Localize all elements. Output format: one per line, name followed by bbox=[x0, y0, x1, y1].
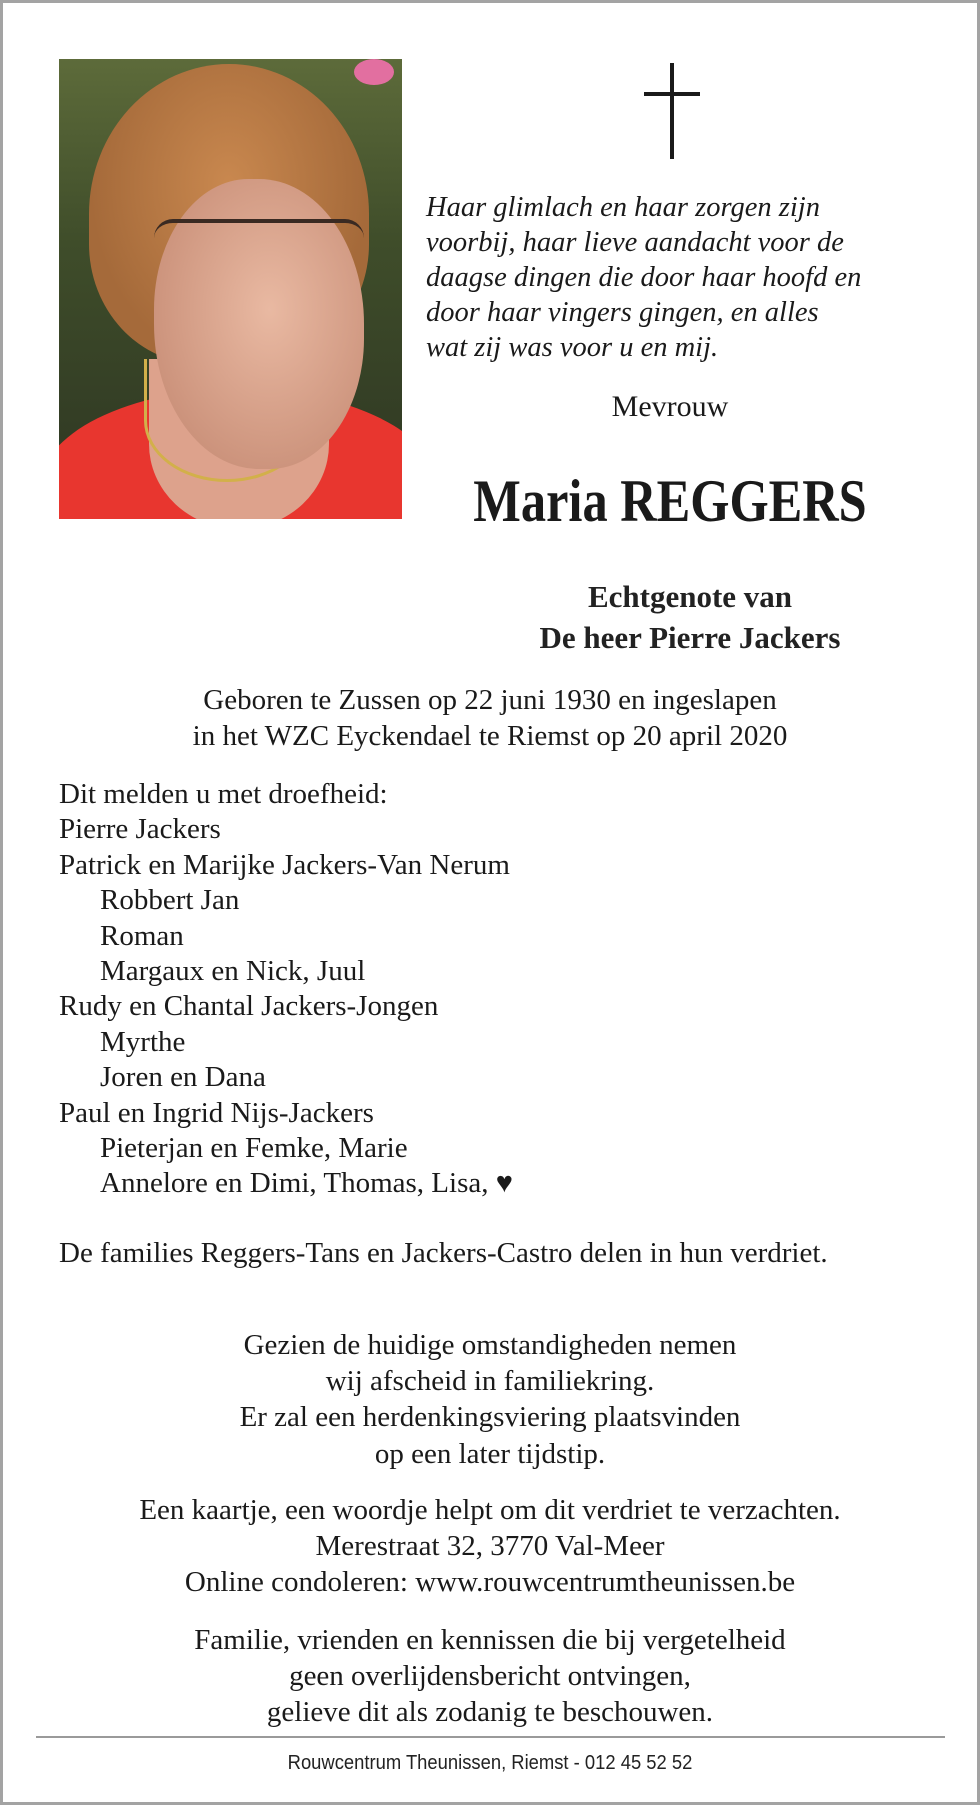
mourner-entry: Pierre Jackers bbox=[59, 813, 221, 846]
condolence-line: Een kaartje, een woordje helpt om dit verdriet te verzachten. bbox=[139, 1494, 841, 1526]
salutation: Mevrouw bbox=[611, 390, 729, 423]
spouse-name: De heer Pierre Jackers bbox=[539, 620, 841, 655]
quote-line: Haar glimlach en haar zorgen zijn bbox=[426, 192, 820, 223]
condolence-website: Online condoleren: www.rouwcentrumtheunissen.be bbox=[184, 1566, 796, 1599]
notice-line: Familie, vrienden en kennissen die bij vergetelheid bbox=[194, 1624, 786, 1656]
birth-death-info bbox=[40, 682, 940, 754]
cross-icon bbox=[644, 63, 700, 159]
quote-line: door haar vingers gingen, en alles bbox=[426, 297, 819, 328]
deceased-name: Maria REGGERS bbox=[473, 468, 867, 534]
memorial-quote bbox=[426, 190, 926, 365]
cross-horizontal bbox=[644, 92, 700, 96]
quote-line: voorbij, haar lieve aandacht voor de bbox=[426, 227, 844, 258]
mourner-entry: Roman bbox=[100, 919, 184, 952]
mourners-list bbox=[59, 777, 513, 1202]
address: Merestraat 32, 3770 Val-Meer bbox=[315, 1530, 665, 1563]
mourner-entry: Rudy en Chantal Jackers-Jongen bbox=[59, 990, 439, 1023]
mourner-entry: Myrthe bbox=[100, 1025, 186, 1058]
ceremony-line: Er zal een herdenkingsviering plaatsvinden bbox=[239, 1401, 741, 1434]
divider bbox=[36, 1736, 945, 1738]
quote-line: wat zij was voor u en mij. bbox=[426, 332, 719, 363]
ceremony-line: op een later tijdstip. bbox=[374, 1437, 606, 1470]
spouse-info bbox=[440, 576, 940, 658]
ceremony-line: Gezien de huidige omstandigheden nemen bbox=[243, 1329, 737, 1361]
notice-line: geen overlijdensbericht ontvingen, bbox=[289, 1660, 691, 1693]
ceremony-line: wij afscheid in familiekring. bbox=[325, 1365, 655, 1398]
mourner-entry: Annelore en Dimi, Thomas, Lisa, ♥ bbox=[100, 1167, 513, 1200]
notice-info bbox=[40, 1622, 940, 1731]
quote-line: daagse dingen die door haar hoofd en bbox=[426, 262, 862, 293]
born-line: in het WZC Eyckendael te Riemst op 20 april 2020 bbox=[192, 720, 788, 752]
mourner-entry: Robbert Jan bbox=[100, 884, 240, 917]
mourners-intro: Dit melden u met droefheid: bbox=[59, 778, 388, 810]
portrait-photo bbox=[59, 59, 402, 519]
notice-line: gelieve dit als zodanig te beschouwen. bbox=[266, 1696, 714, 1729]
spouse-label: Echtgenote van bbox=[587, 579, 793, 614]
ceremony-info bbox=[40, 1327, 940, 1472]
mourner-entry: Margaux en Nick, Juul bbox=[100, 955, 366, 988]
mourner-entry: Patrick en Marijke Jackers-Van Nerum bbox=[59, 848, 510, 881]
mourner-entry: Pieterjan en Femke, Marie bbox=[100, 1132, 408, 1165]
funeral-home-footer: Rouwcentrum Theunissen, Riemst - 012 45 52 52 bbox=[287, 1752, 693, 1774]
glasses bbox=[154, 219, 364, 257]
mourner-entry: Paul en Ingrid Nijs-Jackers bbox=[59, 1096, 374, 1129]
condolence-info bbox=[40, 1492, 940, 1601]
mourner-entry: Joren en Dana bbox=[100, 1061, 266, 1094]
families-line: De families Reggers-Tans en Jackers-Castro delen in hun verdriet. bbox=[59, 1237, 828, 1269]
flower bbox=[354, 59, 394, 85]
born-line: Geboren te Zussen op 22 juni 1930 en ingeslapen bbox=[203, 684, 777, 716]
cross-vertical bbox=[670, 63, 674, 159]
